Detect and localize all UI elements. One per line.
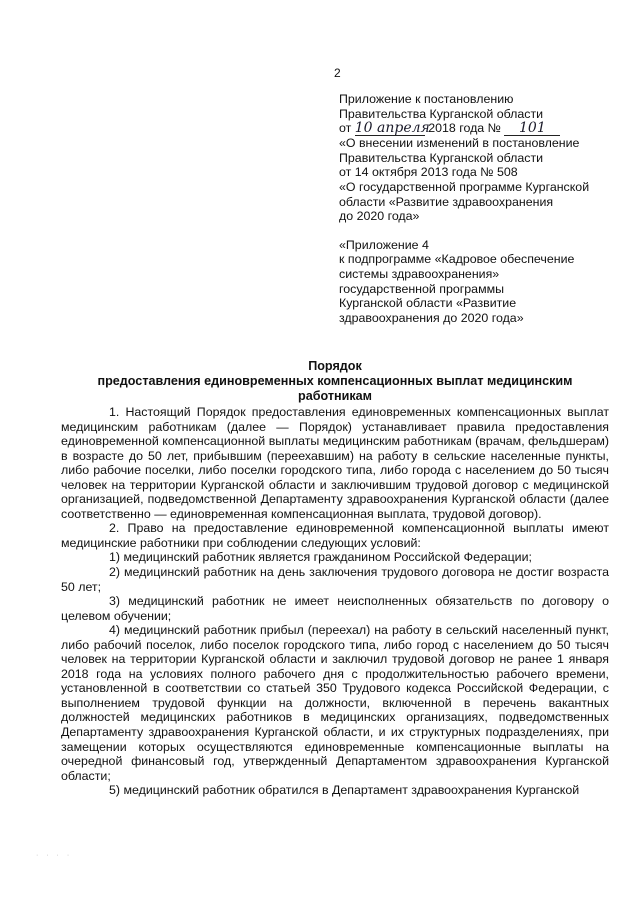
page-number: 2 bbox=[334, 66, 341, 80]
handwritten-number: 101 bbox=[504, 122, 560, 136]
header-line: от 14 октября 2013 года № 508 bbox=[339, 165, 518, 180]
date-suffix: 2018 года № bbox=[428, 121, 501, 136]
paragraph: 3) медицинский работник не имеет неисполненных обязательств по договору о целевом обучении; bbox=[61, 594, 609, 623]
title-line: предоставления единовременных компенсационных выплат медицинским bbox=[97, 374, 573, 388]
paragraph: 1) медицинский работник является гражданином Российской Федерации; bbox=[109, 550, 532, 565]
paragraph: 2) медицинский работник на день заключения трудового договора не достиг возраста 50 лет; bbox=[61, 565, 609, 594]
document-body bbox=[61, 405, 609, 798]
scan-artifact: · · · · bbox=[36, 852, 73, 859]
appendix-line: государственной программы bbox=[339, 281, 505, 296]
title-line: Порядок bbox=[308, 359, 362, 373]
header-line: Правительства Курганской области bbox=[339, 150, 544, 165]
header-date-line bbox=[339, 121, 629, 136]
header-line: Приложение к постановлению bbox=[339, 92, 514, 106]
appendix-line: системы здравоохранения» bbox=[339, 266, 500, 281]
document-title bbox=[60, 359, 610, 404]
date-prefix: от bbox=[339, 121, 352, 136]
header-line: Правительства Курганской области bbox=[339, 106, 544, 121]
paragraph: 1. Настоящий Порядок предоставления единовременных компенсационных выплат медицинским работникам (далее — Порядок) устанавливает правила предоставления единовременной компенсационной выплаты медицинским работникам (врачам, фельдшерам) в возрасте до 50 лет, прибывшим (переехавшим) на работу в сельские населенные пункты, либо рабочие поселки, либо поселки городского типа, либо города с населением до 50 тысяч человек на территории Курганской области и заключившим трудовой договор с медицинской организацией, подведомственной Департаменту здравоохранения Курганской области (далее соответственно — единовременная компенсационная выплата, трудовой договор). bbox=[61, 405, 609, 521]
header-line: области «Развитие здравоохранения bbox=[339, 194, 554, 209]
appendix-line: здравоохранения до 2020 года» bbox=[339, 310, 524, 325]
header-line: «О внесении изменений в постановление bbox=[339, 136, 580, 151]
appendix-line: к подпрограмме «Кадровое обеспечение bbox=[339, 252, 575, 267]
appendix-line: Курганской области «Развитие bbox=[339, 296, 517, 311]
paragraph: 5) медицинский работник обратился в Департамент здравоохранения Курганской bbox=[109, 783, 580, 798]
title-line: работникам bbox=[298, 389, 372, 403]
header-line: «О государственной программе Курганской bbox=[339, 179, 590, 194]
document-header bbox=[339, 92, 629, 325]
handwritten-date: 10 апреля bbox=[354, 120, 430, 137]
header-line: до 2020 года» bbox=[339, 209, 420, 224]
appendix-line: «Приложение 4 bbox=[339, 237, 429, 252]
paragraph: 2. Право на предоставление единовременной компенсационной выплаты имеют медицинские работники при соблюдении следующих условий: bbox=[61, 521, 609, 550]
paragraph: 4) медицинский работник прибыл (переехал) на работу в сельский населенный пункт, либо рабочий поселок, либо поселок городского типа, либо город с населением до 50 тысяч человек на территории Курганской области и заключил трудовой договор не ранее 1 января 2018 года на условиях полного рабочего дня с продолжительностью рабочего времени, установленной в соответствии со статьей 350 Трудового кодекса Российской Федерации, с выполнением трудовой функции на должности, включенной в перечень вакантных должностей медицинских работников в медицинских организациях, подведомственных Департаменту здравоохранения Курганской области, и их структурных подразделениях, при замещении которых осуществляются единовременные компенсационные выплаты на очередной финансовый год, утвержденный Департаментом здравоохранения Курганской области; bbox=[61, 623, 609, 783]
